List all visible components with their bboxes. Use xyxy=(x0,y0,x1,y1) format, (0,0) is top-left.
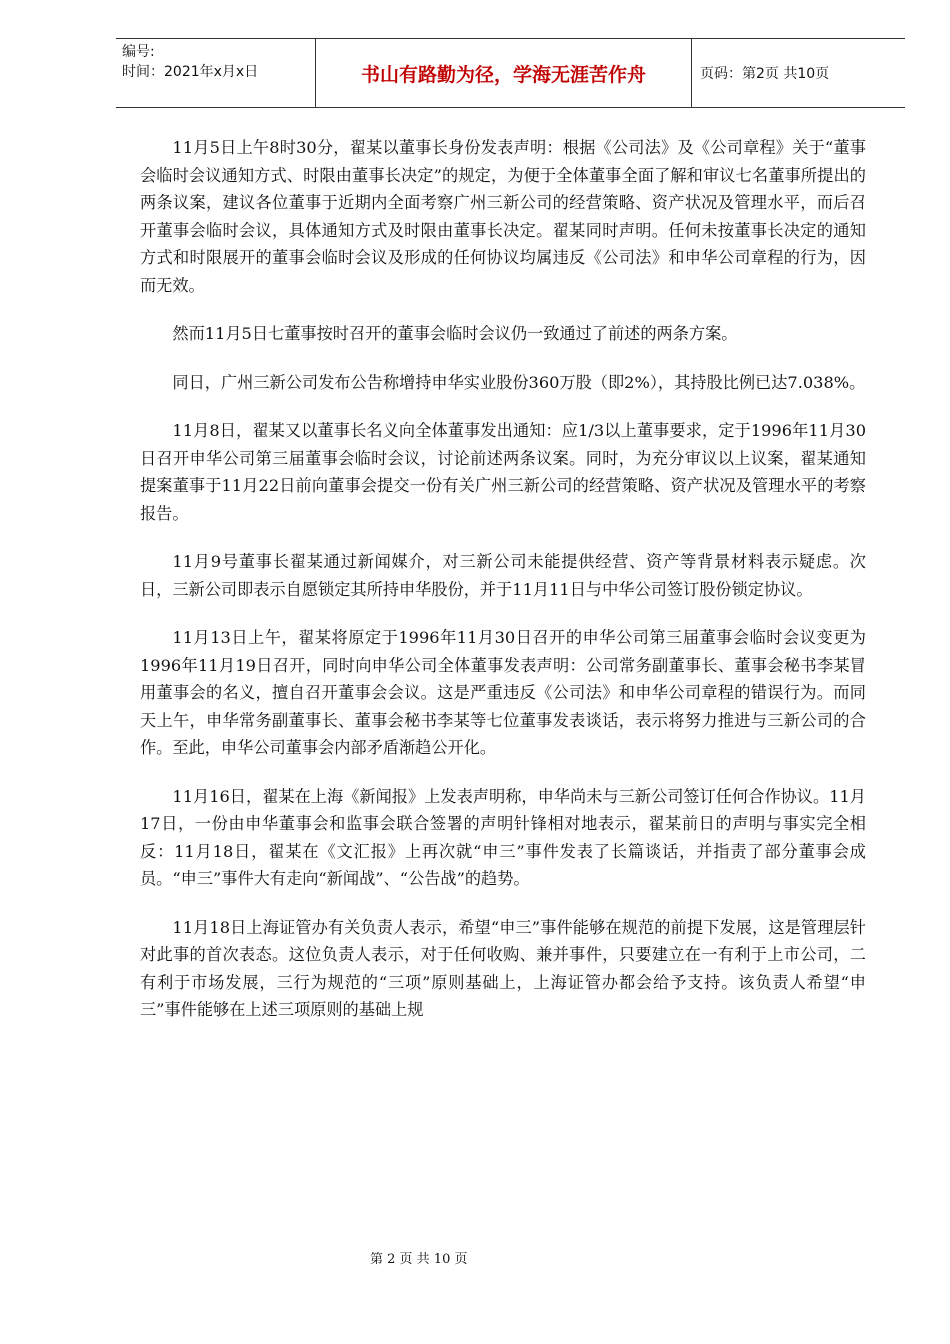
paragraph: 11月9号董事长翟某通过新闻媒介，对三新公司未能提供经营、资产等背景材料表示疑虑。次日，三新公司即表示自愿锁定其所持申华股份，并于11月11日与中华公司签订股份锁定协议。 xyxy=(140,552,866,599)
page-header xyxy=(116,38,905,108)
paragraph: 11月8日，翟某又以董事长名义向全体董事发出通知：应1/3以上董事要求，定于1996年11月30日召开申华公司第三届董事会临时会议，讨论前述两条议案。同时，为充分审议以上议案，翟某通知提案董事于11月22日前向董事会提交一份有关广州三新公司的经营策略、资产状况及管理水平的考察报告。 xyxy=(140,421,866,523)
paragraph: 同日，广州三新公司发布公告称增持申华实业股份360万股（即2%），其持股比例已达7.038%。 xyxy=(172,372,866,392)
paragraph: 11月5日上午8时30分，翟某以董事长身份发表声明：根据《公司法》及《公司章程》关于“董事会临时会议通知方式、时限由董事长决定”的规定，为便于全体董事全面了解和审议七名董事所提出的两条议案，建议各位董事于近期内全面考察广州三新公司的经营策略、资产状况及管理水平，而后召开董事会临时会议，具体通知方式及时限由董事长决定。翟某同时声明。任何未按董事长决定的通知方式和时限展开的董事会临时会议及形成的任何协议均属违反《公司法》和申华公司章程的行为，因而无效。 xyxy=(140,138,866,295)
number-label: 编号: xyxy=(122,44,155,60)
header-meta xyxy=(116,39,316,107)
time-label: 时间：2021年x月x日 xyxy=(122,64,259,80)
paragraph: 11月16日，翟某在上海《新闻报》上发表声明称，申华尚未与三新公司签订任何合作协议。11月17日，一份由申华董事会和监事会联合签署的声明针锋相对地表示，翟某前日的声明与事实完全相反：11月18日，翟某在《文汇报》上再次就“申三”事件发表了长篇谈话，并指责了部分董事会成员。“申三”事件大有走向“新闻战”、“公告战”的趋势。 xyxy=(140,786,866,888)
header-motto: 书山有路勤为径，学海无涯苦作舟 xyxy=(316,39,692,107)
document-body xyxy=(140,134,866,1045)
header-page-label: 页码：第2页 共10页 xyxy=(700,66,830,82)
paragraph: 然而11月5日七董事按时召开的董事会临时会议仍一致通过了前述的两条方案。 xyxy=(172,324,738,343)
paragraph: 11月18日上海证管办有关负责人表示，希望“申三”事件能够在规范的前提下发展，这是管理层针对此事的首次表态。这位负责人表示，对于任何收购、兼并事件，只要建立在一有利于上市公司，二有利于市场发展，三行为规范的“三项”原则基础上，上海证管办都会给予支持。该负责人希望“申三”事件能够在上述三项原则的基础上规 xyxy=(140,917,866,1019)
paragraph: 11月13日上午，翟某将原定于1996年11月30日召开的申华公司第三届董事会临时会议变更为1996年11月19日召开，同时向申华公司全体董事发表声明：公司常务副董事长、董事会秘书李某冒用董事会的名义，擅自召开董事会会议。这是严重违反《公司法》和申华公司章程的错误行为。而同天上午，申华常务副董事长、董事会秘书李某等七位董事发表谈话，表示将努力推进与三新公司的合作。至此，申华公司董事会内部矛盾渐趋公开化。 xyxy=(140,628,866,757)
page-footer: 第 2 页 共 10 页 xyxy=(370,1252,468,1267)
